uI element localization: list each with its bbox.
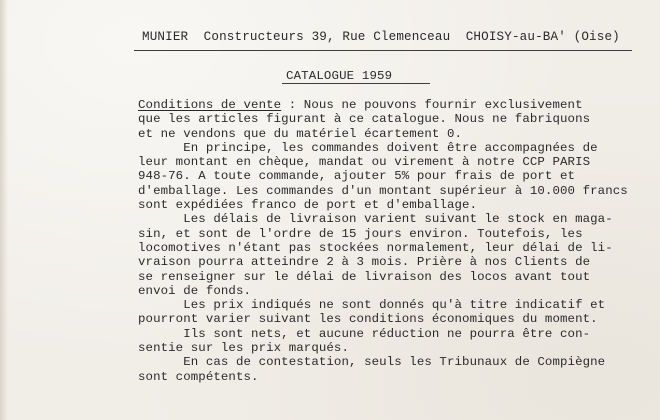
conditions-line: En cas de contestation, seuls les Tribunaux de Compiègne bbox=[138, 355, 606, 370]
conditions-line: Les délais de livraison varient suivant le stock en maga- bbox=[138, 212, 613, 227]
paper-edge-shadow bbox=[0, 0, 8, 420]
conditions-line: sont compétents. bbox=[138, 369, 259, 384]
conditions-body bbox=[138, 98, 628, 384]
conditions-line: se renseigner sur le délai de livraison des locos avant tout bbox=[138, 269, 591, 284]
conditions-line: et ne vendons que du matériel écartement 0. bbox=[138, 126, 463, 141]
conditions-line: sont expédiées franco de port et d'emballage. bbox=[138, 198, 478, 213]
header-rule bbox=[134, 50, 632, 51]
title-rule bbox=[282, 83, 430, 84]
conditions-line: Les prix indiqués ne sont donnés qu'à titre indicatif et bbox=[138, 298, 606, 313]
conditions-first-line bbox=[138, 98, 628, 112]
conditions-line: envoi de fonds. bbox=[138, 283, 252, 298]
conditions-line: : Nous ne pouvons fournir exclusivement bbox=[281, 98, 583, 112]
conditions-line: 948-76. A toute commande, ajouter 5% pour frais de port et bbox=[138, 169, 576, 184]
conditions-line: leur montant en chèque, mandat ou virement à notre CCP PARIS bbox=[138, 155, 591, 170]
conditions-line: En principe, les commandes doivent être accompagnées de bbox=[138, 140, 598, 155]
conditions-line: d'emballage. Les commandes d'un montant supérieur à 10.000 francs bbox=[138, 183, 628, 198]
conditions-line: que les articles figurant à ce catalogue. Nous ne fabriquons bbox=[138, 112, 591, 127]
company-header: MUNIER Constructeurs 39, Rue Clemenceau CHOISY-au-BA' (Oise) bbox=[142, 30, 620, 44]
conditions-line: Ils sont nets, et aucune réduction ne pourra être con- bbox=[138, 326, 591, 341]
conditions-line: locomotives n'étant pas stockées normalement, leur délai de li- bbox=[138, 240, 613, 255]
conditions-line: vraison pourra atteindre 2 à 3 mois. Prière à nos Clients de bbox=[138, 255, 591, 270]
conditions-heading: Conditions de vente bbox=[138, 98, 282, 112]
conditions-line: sin, et sont de l'ordre de 15 jours environ. Toutefois, les bbox=[138, 226, 583, 241]
conditions-line: pourront varier suivant les conditions économiques du moment. bbox=[138, 312, 598, 327]
catalogue-title: CATALOGUE 1959 bbox=[286, 69, 393, 83]
conditions-line: sentie sur les prix marqués. bbox=[138, 341, 349, 356]
